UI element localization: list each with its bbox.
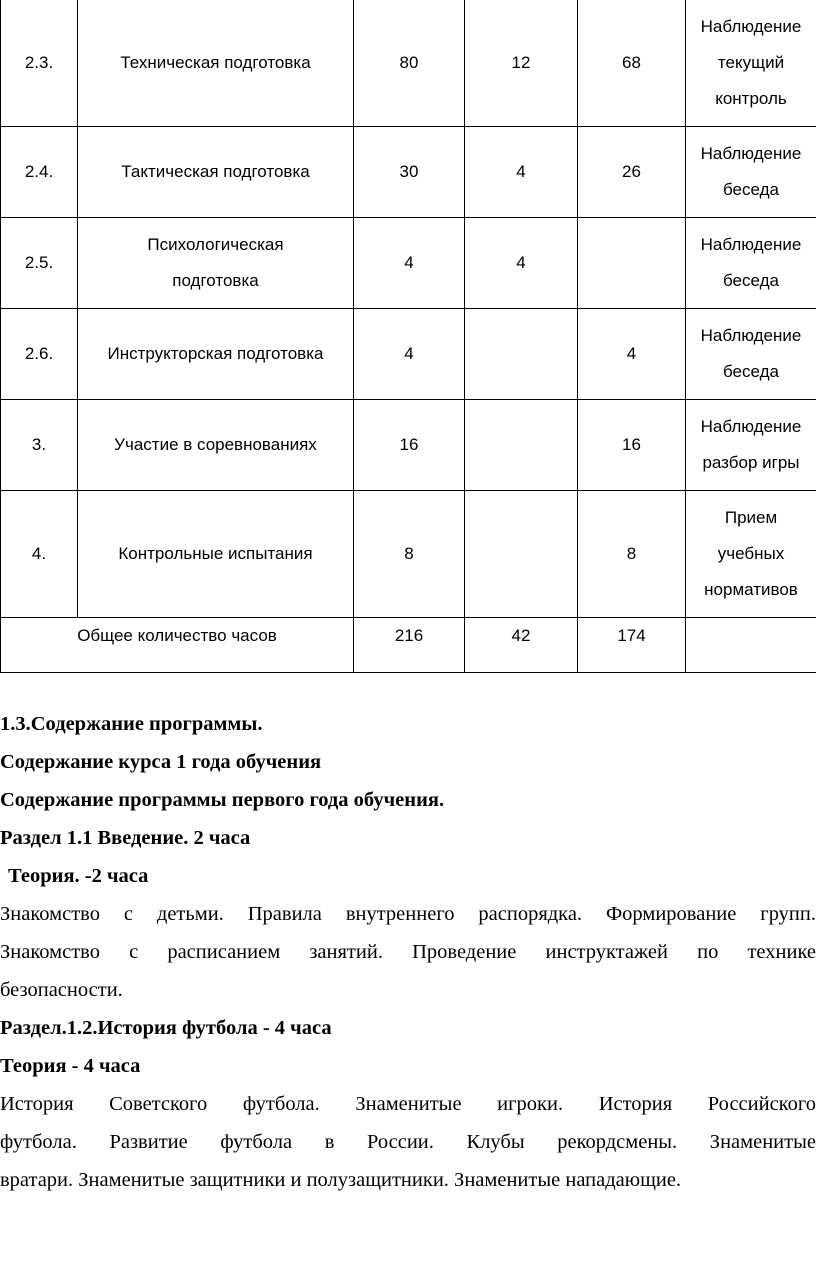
table-row <box>1 309 816 400</box>
total-hours: 8 <box>354 491 465 618</box>
paragraph-line: Знакомство с детьми. Правила внутреннего распорядка. Формирование групп. <box>0 903 816 925</box>
practice-hours: 8 <box>578 491 686 618</box>
row-number: 2.5. <box>1 218 78 309</box>
section-1-2-heading: Раздел.1.2.История футбола - 4 часа <box>0 1017 332 1039</box>
control-form-text: Прием учебных нормативов <box>704 508 798 599</box>
program-heading: Содержание программы первого года обучения. <box>0 789 445 811</box>
topic-name: Контрольные испытания <box>78 491 354 618</box>
total-hours-label: Общее количество часов <box>1 618 354 673</box>
practice-hours <box>578 218 686 309</box>
row-number: 2.6. <box>1 309 78 400</box>
theory-1-2-heading: Теория - 4 часа <box>0 1055 141 1077</box>
table-row <box>1 0 816 127</box>
topic-name-text: Психологическая подготовка <box>147 235 284 290</box>
row-number: 3. <box>1 400 78 491</box>
paragraph-line: Знакомство с расписанием занятий. Проведение инструктажей по технике <box>0 941 816 963</box>
theory-hours <box>465 400 578 491</box>
theory-hours: 4 <box>465 127 578 218</box>
total-hours: 80 <box>354 0 465 127</box>
section-heading: 1.3.Содержание программы. <box>0 713 263 735</box>
total-hours: 16 <box>354 400 465 491</box>
table-row <box>1 218 816 309</box>
grand-control-form <box>686 618 816 673</box>
control-form <box>686 218 816 309</box>
control-form-text: Наблюдение текущий контроль <box>700 16 802 108</box>
theory-hours: 12 <box>465 0 578 127</box>
control-form <box>686 491 816 618</box>
theory-1-1-heading: Теория. -2 часа <box>8 865 149 887</box>
table-row <box>1 491 816 618</box>
topic-name <box>78 218 354 309</box>
table-summary-row <box>1 618 816 673</box>
row-number: 2.3. <box>1 0 78 127</box>
grand-theory-hours: 42 <box>465 618 578 673</box>
practice-hours: 16 <box>578 400 686 491</box>
paragraph-line: История Советского футбола. Знаменитые игроки. История Российского <box>0 1093 816 1115</box>
grand-practice-hours: 174 <box>578 618 686 673</box>
topic-name: Участие в соревнованиях <box>78 400 354 491</box>
section-1-1-heading: Раздел 1.1 Введение. 2 часа <box>0 827 251 849</box>
practice-hours: 26 <box>578 127 686 218</box>
practice-hours: 4 <box>578 309 686 400</box>
paragraph-line: вратари. Знаменитые защитники и полузащитники. Знаменитые нападающие. <box>0 1169 682 1191</box>
total-hours: 4 <box>354 309 465 400</box>
theory-hours <box>465 491 578 618</box>
control-form-text: Наблюдение беседа <box>700 326 802 381</box>
table-row <box>1 400 816 491</box>
theory-hours <box>465 309 578 400</box>
paragraph-line: безопасности. <box>0 979 123 1001</box>
paragraph-line: футбола. Развитие футбола в России. Клубы рекордсмены. Знаменитые <box>0 1131 816 1153</box>
table-row <box>1 127 816 218</box>
total-hours: 30 <box>354 127 465 218</box>
grand-total-hours: 216 <box>354 618 465 673</box>
course-heading: Содержание курса 1 года обучения <box>0 751 322 773</box>
control-form-text: Наблюдение беседа <box>700 144 802 199</box>
topic-name: Тактическая подготовка <box>78 127 354 218</box>
control-form <box>686 400 816 491</box>
control-form <box>686 309 816 400</box>
row-number: 2.4. <box>1 127 78 218</box>
topic-name: Инструкторская подготовка <box>78 309 354 400</box>
practice-hours: 68 <box>578 0 686 127</box>
theory-hours: 4 <box>465 218 578 309</box>
control-form <box>686 127 816 218</box>
total-hours: 4 <box>354 218 465 309</box>
topic-name: Техническая подготовка <box>78 0 354 127</box>
control-form-text: Наблюдение разбор игры <box>700 417 802 472</box>
row-number: 4. <box>1 491 78 618</box>
control-form-text: Наблюдение беседа <box>700 235 802 290</box>
program-content <box>0 705 816 1199</box>
control-form <box>686 0 816 127</box>
